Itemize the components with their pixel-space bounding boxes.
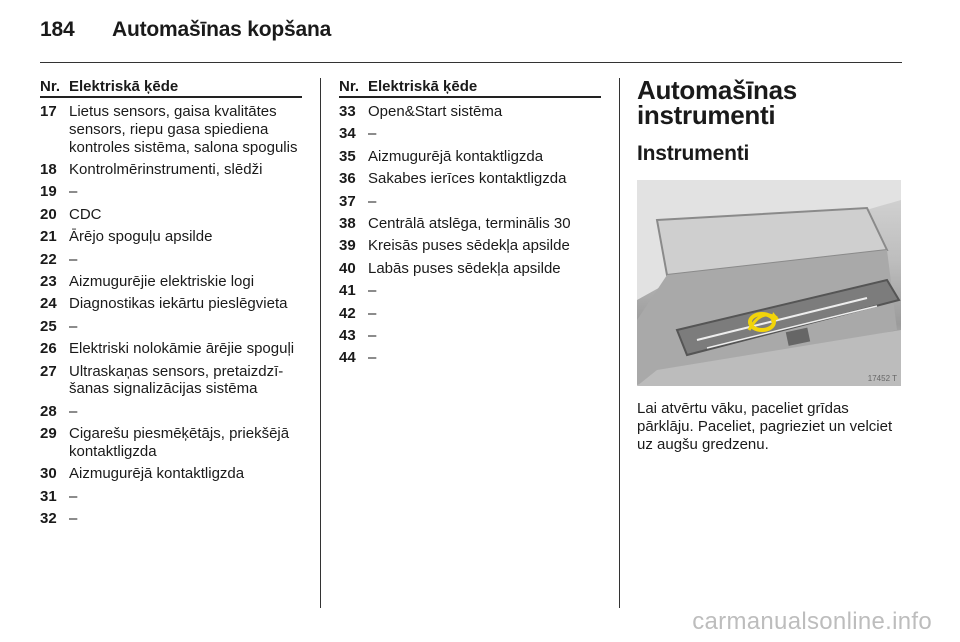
circuit-name: Labās puses sēdekļa apsilde (368, 259, 561, 277)
table-row (40, 161, 302, 179)
fuse-table-right (339, 78, 601, 372)
table-row (40, 251, 302, 269)
circuit-name: CDC (69, 205, 102, 223)
trunk-illustration (637, 180, 901, 386)
table-header (339, 78, 601, 98)
table-row (40, 273, 302, 291)
fuse-number: 30 (40, 465, 57, 483)
circuit-name: Kontrolmērinstrumenti, slēdži (69, 160, 263, 178)
circuit-name: – (69, 183, 78, 201)
circuit-name: – (368, 304, 377, 322)
table-row (339, 260, 601, 278)
fuse-number: 36 (339, 170, 356, 188)
fuse-number: 35 (339, 147, 356, 165)
table-row (339, 215, 601, 233)
table-row (339, 103, 601, 121)
fuse-number: 27 (40, 362, 57, 380)
table-row (339, 327, 601, 345)
fuse-number: 40 (339, 259, 356, 277)
fuse-number: 26 (40, 340, 57, 358)
page-header (40, 18, 331, 42)
fuse-number: 43 (339, 326, 356, 344)
circuit-name: – (368, 349, 377, 367)
table-row (40, 488, 302, 506)
fuse-number: 33 (339, 103, 356, 120)
tools-section (637, 75, 905, 453)
fuse-number: 21 (40, 228, 57, 246)
circuit-name: Elektriski nolokāmie ārējie spoguļi (69, 340, 295, 358)
column-divider (619, 78, 620, 608)
watermark: carmanualsonline.info (692, 608, 932, 635)
page-number: 184 (40, 18, 75, 41)
header-circuit: Elektriskā ķēde (368, 78, 478, 95)
table-row (40, 340, 302, 358)
circuit-name: – (368, 192, 377, 210)
circuit-name: – (69, 510, 78, 528)
circuit-name: Diagnostikas iekārtu pieslēgvieta (69, 295, 288, 313)
circuit-name: Kreisās puses sēdekļa apsilde (368, 237, 570, 255)
table-row (40, 206, 302, 224)
circuit-name: Centrālā atslēga, terminālis 30 (368, 214, 571, 232)
header-nr: Nr. (339, 78, 360, 95)
circuit-name: Lietus sensors, gaisa kvalitātes sensors, riepu gasa spiediena kontroles sistēma, salona spogulis (69, 103, 298, 156)
instruction-paragraph: Lai atvērtu vāku, paceliet grīdas pārklāju. Paceliet, pagrieziet un velciet uz augšu gredzenu. (637, 400, 893, 453)
circuit-name: – (69, 317, 78, 335)
table-row (40, 425, 302, 461)
header-circuit: Elektriskā ķēde (69, 78, 179, 95)
circuit-name: Aizmugurējā kontaktligzda (69, 465, 245, 483)
table-row (339, 193, 601, 211)
table-row (40, 363, 302, 399)
table-row (339, 237, 601, 255)
fuse-number: 25 (40, 317, 57, 335)
table-row (40, 318, 302, 336)
fuse-table-left (40, 78, 302, 532)
table-row (339, 125, 601, 143)
table-row (40, 465, 302, 483)
table-row (40, 103, 302, 156)
circuit-name: – (69, 487, 78, 505)
section-title (637, 75, 905, 130)
circuit-name: Aizmugurējie elektriskie logi (69, 272, 255, 290)
header-rule (40, 62, 902, 63)
subsection-title: Instrumenti (637, 142, 750, 165)
fuse-number: 38 (339, 214, 356, 232)
circuit-name: – (368, 326, 377, 344)
fuse-number: 17 (40, 103, 57, 120)
circuit-name: Ārējo spoguļu apsilde (69, 228, 213, 246)
fuse-number: 20 (40, 205, 57, 223)
circuit-name: Sakabes ierīces kontaktligzda (368, 170, 567, 188)
circuit-name: – (368, 125, 377, 143)
table-row (40, 510, 302, 528)
table-row (40, 228, 302, 246)
table-row (339, 148, 601, 166)
fuse-number: 37 (339, 192, 356, 210)
table-header (40, 78, 302, 98)
fuse-number: 24 (40, 295, 57, 313)
fuse-number: 34 (339, 125, 356, 143)
table-row (339, 282, 601, 300)
fuse-number: 28 (40, 402, 57, 420)
circuit-name: – (69, 250, 78, 268)
fuse-number: 42 (339, 304, 356, 322)
table-row (40, 403, 302, 421)
header-nr: Nr. (40, 78, 61, 95)
circuit-name: – (368, 282, 377, 300)
table-row (339, 170, 601, 188)
circuit-name: Cigarešu piesmēķētājs, priekšējā kontaktligzda (69, 425, 290, 460)
page-title: Automašīnas kopšana (112, 18, 332, 41)
table-row (339, 305, 601, 323)
column-divider (320, 78, 321, 608)
fuse-number: 32 (40, 510, 57, 528)
table-row (40, 183, 302, 201)
fuse-number: 39 (339, 237, 356, 255)
circuit-name: Ultraskaņas sensors, pretaizdzī-šanas signalizācijas sistēma (69, 362, 284, 398)
table-row (339, 349, 601, 367)
circuit-name: – (69, 402, 78, 420)
fuse-number: 18 (40, 160, 57, 178)
section-title-line1: Automašīnas (637, 75, 797, 105)
table-row (40, 295, 302, 313)
fuse-number: 44 (339, 349, 356, 367)
fuse-number: 29 (40, 425, 57, 443)
fuse-number: 23 (40, 272, 57, 290)
fuse-number: 19 (40, 183, 57, 201)
trunk-floor-photo (637, 180, 901, 386)
section-title-line2: instrumenti (637, 100, 776, 130)
circuit-name: Aizmugurējā kontaktligzda (368, 147, 544, 165)
fuse-number: 41 (339, 282, 356, 300)
fuse-number: 22 (40, 250, 57, 268)
image-code: 17452 T (867, 374, 897, 383)
fuse-number: 31 (40, 487, 57, 505)
circuit-name: Open&Start sistēma (368, 103, 503, 120)
